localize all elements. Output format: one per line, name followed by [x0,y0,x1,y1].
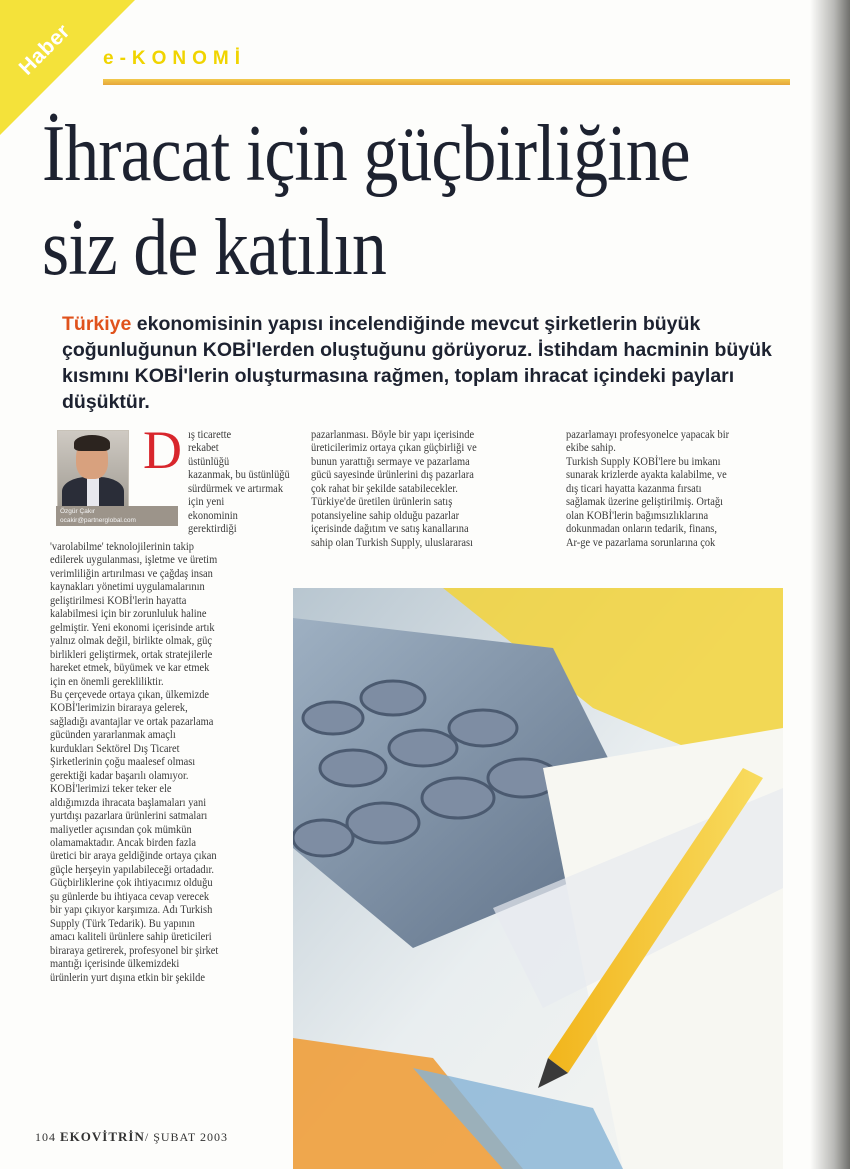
text-line: Supply (Türk Tedarik). Bu yapının [50,916,195,930]
author-photo [57,430,129,514]
text-line: edilerek uygulanması, işletme ve üretim [50,553,218,567]
lead-paragraph [62,311,774,415]
text-line: maliyetler açısından çok mümkün [50,822,192,836]
text-line: Turkish Supply KOBİ'lere bu imkanı [566,454,721,468]
column-1 [50,540,218,984]
text-line: Bu çerçevede ortaya çıkan, ülkemizde [50,687,210,701]
text-line: Ar-ge ve pazarlama sorunlarına çok [566,535,716,549]
text-line: sağladığı avantajlar ve ortak pazarlama [50,714,214,728]
column-3 [566,428,729,549]
text-line: üreticilerimiz ortaya çıkan güçbirliği ve [311,441,477,455]
text-line: pazarlanması. Böyle bir yapı içerisinde [311,428,475,441]
headline [42,106,704,294]
text-line: KOBİ'lerimizin biraraya gelerek, [50,701,188,715]
corner-label: Haber [14,19,75,80]
column-1-wrap [188,428,290,536]
text-line: bir yapı çıkıyor karşımıza. Adı Turkish [50,903,213,917]
text-line: sahip olan Turkish Supply, uluslararası [311,535,473,549]
text-line: dış ticari hayatta kazanma fırsatı [566,481,702,495]
text-line: Şirketlerinin çoğu maalesef olması [50,755,196,769]
calculator-pencil-photo [293,588,783,1169]
text-line: ekonominin [188,508,238,522]
text-line: 'varolabilme' teknolojilerinin takip [50,540,195,553]
text-line: gücü sayesinde ürünlerini dış pazarlara [311,468,474,482]
text-line: sürdürmek ve artırmak [188,481,284,495]
text-line: güçle herşeyin yapılabileceği ortadadır. [50,862,214,876]
text-line: Güçbirliklerine çok ihtiyacımız olduğu [50,876,213,890]
text-line: mantığı içerisinde ülkemizdeki [50,957,180,971]
page-edge-shadow [810,0,850,1169]
issue-date: / ŞUBAT 2003 [144,1130,228,1144]
text-line: çok rahat bir şekilde satabilecekler. [311,481,458,495]
text-line: bunun yarattığı sermaye ve pazarlama [311,454,470,468]
text-line: üstünlüğü [188,454,230,468]
text-line: sunarak krizlerde ayakta kalabilme, ve [566,468,727,482]
page-footer [35,1129,228,1145]
text-line: amacı kaliteli ürünlere sahip üreticileri [50,930,212,944]
text-line: kazanmak, bu üstünlüğü [188,468,290,482]
text-line: gerektiği kadar başarılı olamıyor. [50,768,189,782]
text-line: gücünden yararlanmak amaçlı [50,728,176,742]
text-line: KOBİ'lerimizi teker teker ele [50,782,172,796]
text-line: dokunmadan onların tedarik, finans, [566,522,717,536]
text-line: için en önemli gerekliliktir. [50,674,164,688]
column-2 [311,428,477,549]
text-line: Türkiye'de üretilen ürünlerin satış [311,495,453,509]
text-line: ış ticarette [188,428,232,441]
text-line: rekabet [188,441,219,455]
text-line: olan KOBİ'lerin bağımsızlıklarına [566,508,709,522]
text-line: kaynakları yönetimi uygulamalarının [50,580,205,594]
text-line: üretici bir araya geldiğinde ortaya çıkan [50,849,217,863]
text-line: gerektirdiği [188,522,237,536]
text-line: şu günlerde bu ihtiyaca cevap verecek [50,889,210,903]
magazine-name: EKOVİTRİN [60,1129,145,1144]
text-line: geliştirilmesi KOBİ'lerin hayatta [50,593,187,607]
text-line: hareket etmek, büyümek ve kar etmek [50,661,210,675]
headline-line-2: siz de katılın [42,202,386,292]
lead-highlight: Türkiye [62,313,132,335]
text-line: yalnız olmak değil, birlikte olmak, güç [50,634,212,648]
photo-illustration [293,588,783,1169]
text-line: kurdukları Sektörel Dış Ticaret [50,741,180,755]
lead-text: ekonomisinin yapısı incelendiğinde mevcut şirketlerin büyük çoğunluğunun KOBİ'lerden oluştuğunu görüyoruz. İstihdam hacminin büyük kısmını KOBİ'lerin oluşturmasına rağmen, toplam ihracat içindeki payları düşüktür. [62,313,772,413]
headline-line-1: İhracat için güçbirliğine [42,108,690,198]
section-rule [103,79,790,85]
author-caption [56,506,178,526]
text-line: biraraya getirerek, profesyonel bir şirket [50,943,219,957]
text-line: birlikleri geliştirmek, ortak stratejilerle [50,647,213,661]
text-line: aldığımızda ihracata başlamaları yani [50,795,207,809]
page-number: 104 [35,1130,56,1144]
text-line: kalabilmesi için bir zorunluluk haline [50,607,207,621]
author-name: Özgür Çakır [60,508,96,515]
text-line: verimliliğin artırılması ve çağdaş insan [50,566,213,580]
text-line: içerisinde dağıtım ve satış kanallarına [311,522,469,536]
section-title: e-KONOMİ [103,48,246,69]
text-line: potansiyeline sahip olduğu pazarlar [311,508,460,522]
text-line: gelmiştir. Yeni ekonomi içerisinde artık [50,620,215,634]
text-line: olamamaktadır. Ancak birden fazla [50,835,197,849]
text-line: yurtdışı pazarlara ürünlerini satmaları [50,809,208,823]
drop-cap: D [143,420,182,480]
text-line: sağlamak üzerine geliştirilmiş. Ortağı [566,495,724,509]
text-line: için yeni [188,495,225,509]
text-line: ürünlerin yurt dışına etkin bir şekilde [50,970,206,984]
author-email: ocakir@partnerglobal.com [60,517,136,524]
text-line: pazarlamayı profesyonelce yapacak bir [566,428,730,441]
text-line: ekibe sahip. [566,441,616,455]
